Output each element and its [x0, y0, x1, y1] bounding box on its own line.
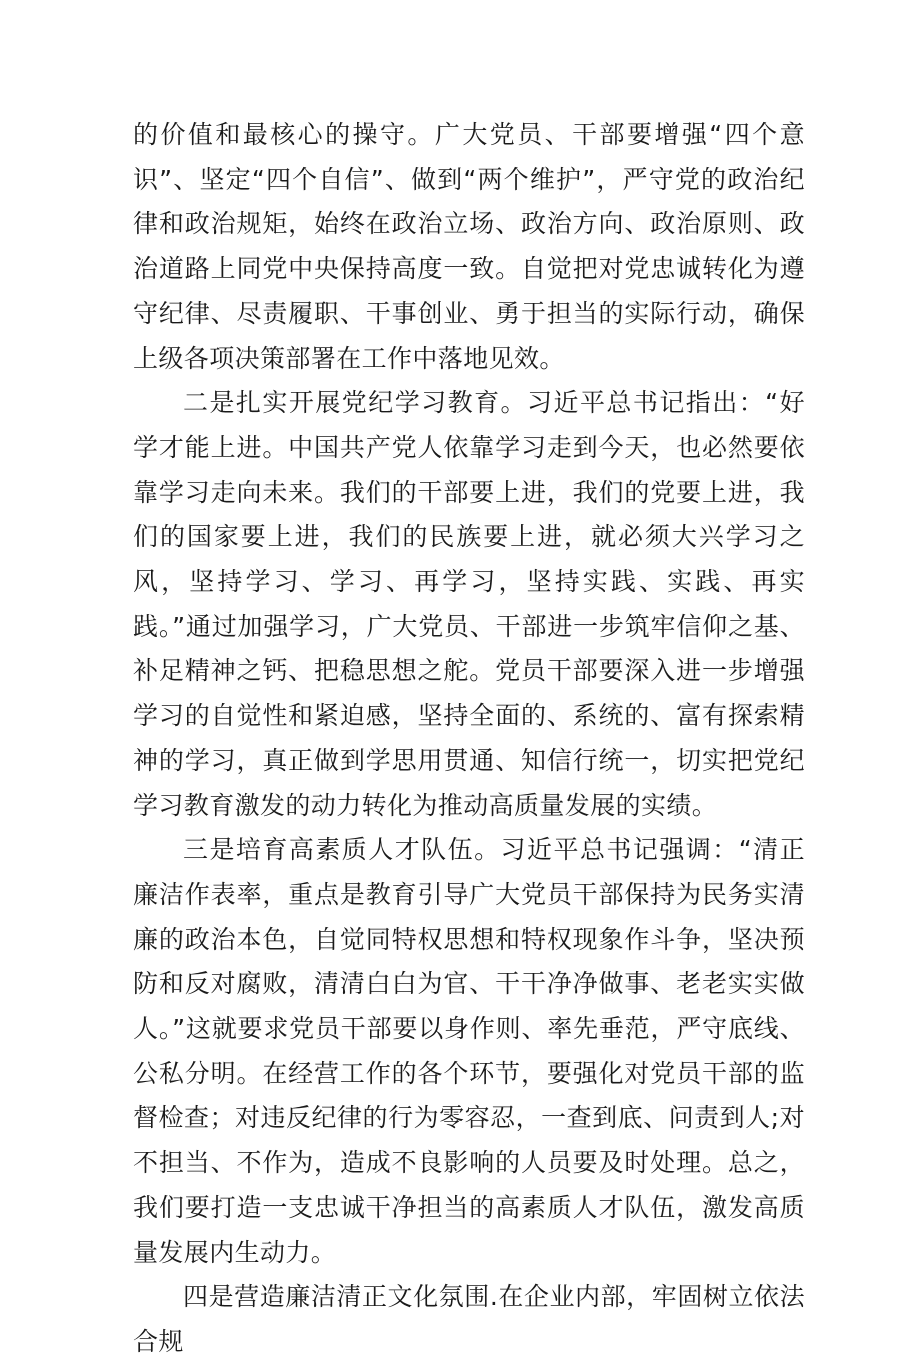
paragraph-continuation: 的价值和最核心的操守。广大党员、干部要增强“四个意识”、坚定“四个自信”、做到“两个维护”，严守党的政治纪律和政治规矩，始终在政治立场、政治方向、政治原则、政治道路上同党中央保持高度一致。自觉把对党忠诚转化为遵守纪律、尽责履职、干事创业、勇于担当的实际行动，确保上级各项决策部署在工作中落地见效。 — [133, 120, 805, 373]
paragraph-integrity-culture: 四是营造廉洁清正文化氛围.在企业内部，牢固树立依法合规 — [133, 1282, 805, 1356]
paragraph-talent-team: 三是培育高素质人才队伍。习近平总书记强调：“清正廉洁作表率，重点是教育引导广大党员干部保持为民务实清廉的政治本色，自觉同特权思想和特权现象作斗争，坚决预防和反对腐败，清清白白为官、干干净净做事、老老实实做人。”这就要求党员干部要以身作则、率先垂范，严守底线、公私分明。在经营工作的各个环节，要强化对党员干部的监督检查；对违反纪律的行为零容忍，一查到底、问责到人;对不担当、不作为，造成不良影响的人员要及时处理。总之，我们要打造一支忠诚干净担当的高素质人才队伍，激发高质量发展内生动力。 — [133, 835, 805, 1267]
document-body — [133, 113, 805, 1365]
paragraph-party-discipline-study: 二是扎实开展党纪学习教育。习近平总书记指出：“好学才能上进。中国共产党人依靠学习走到今天，也必然要依靠学习走向未来。我们的干部要上进，我们的党要上进，我们的国家要上进，我们的民族要上进，就必须大兴学习之风，坚持学习、学习、再学习，坚持实践、实践、再实践。”通过加强学习，广大党员、干部进一步筑牢信仰之基、补足精神之钙、把稳思想之舵。党员干部要深入进一步增强学习的自觉性和紧迫感，坚持全面的、系统的、富有探索精神的学习，真正做到学思用贯通、知信行统一，切实把党纪学习教育激发的动力转化为推动高质量发展的实绩。 — [133, 388, 805, 820]
